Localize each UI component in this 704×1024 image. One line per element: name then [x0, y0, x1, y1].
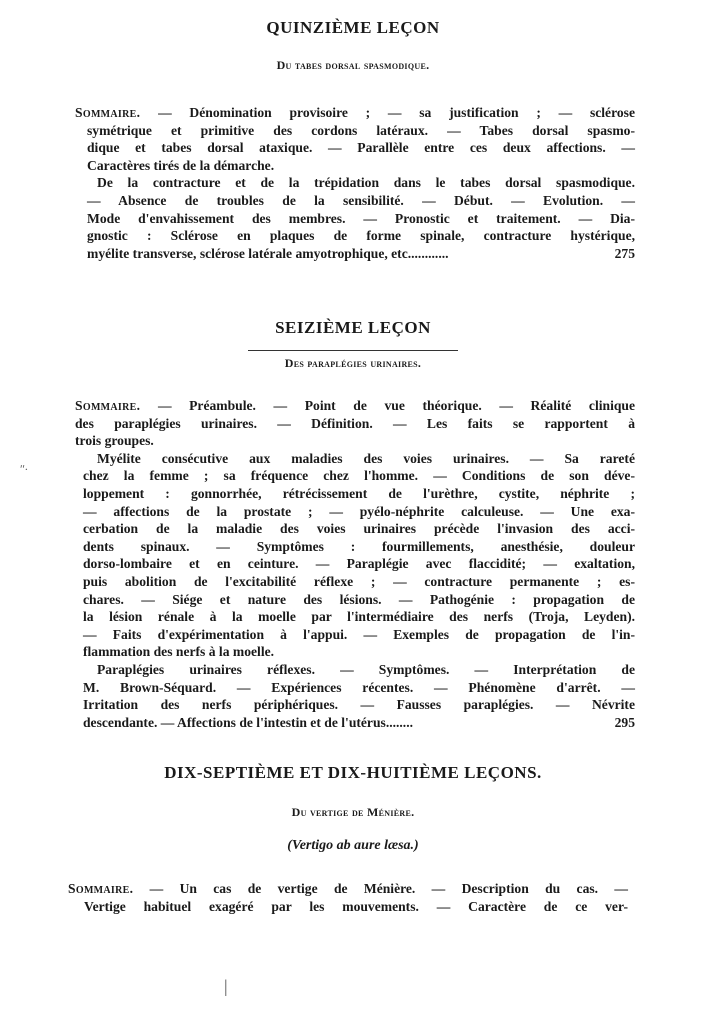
- summary-line: puis abolition de l'excitabilité réflexe ; — contracture permanente ; es-: [83, 573, 635, 589]
- summary-line: la lésion rénale à la moelle par l'intermédiaire des nerfs (Troja, Leyden).: [83, 609, 635, 625]
- summary-line: Mode d'envahissement des membres. — Pronostic et traitement. — Dia-: [87, 210, 635, 226]
- margin-mark: ʺ·: [20, 462, 29, 476]
- summary-line: Paraplégies urinaires réflexes. — Symptômes. — Interprétation de: [97, 661, 635, 677]
- summary-line: dique et tabes dorsal ataxique. — Parallèle entre ces deux affections. —: [87, 140, 635, 156]
- section-title: DIX-SEPTIÈME ET DIX-HUITIÈME LEÇONS.: [164, 763, 542, 783]
- summary-line: chez la femme ; sa fréquence chez l'homme. — Conditions de son déve-: [83, 468, 635, 484]
- summary-line: M. Brown-Séquard. — Expériences récentes. — Phénomène d'arrêt. —: [83, 679, 635, 695]
- summary-line: — Absence de troubles de la sensibilité. — Début. — Evolution. —: [87, 192, 635, 208]
- summary-line: De la contracture et de la trépidation dans le tabes dorsal spasmodique.: [97, 175, 635, 191]
- summary-label: Sommaire.: [75, 105, 141, 120]
- summary-line: Irritation des nerfs périphériques. — Fausses paraplégies. — Névrite: [83, 697, 635, 713]
- section-title: QUINZIÈME LEÇON: [266, 18, 440, 37]
- page-number: 295: [614, 714, 635, 730]
- divider: [248, 350, 458, 351]
- summary-line: flammation des nerfs à la moelle.: [83, 644, 275, 660]
- book-page: [68, 14, 635, 915]
- summary-line: — Dénomination provisoire ; — sa justification ; — sclérose: [158, 105, 635, 120]
- section-subtitle: Du vertige de Ménière.: [291, 805, 415, 820]
- summary-line: Vertige habituel exagéré par les mouvements. — Caractère de ce ver-: [84, 898, 628, 914]
- section-latin-subtitle: (Vertigo ab aure læsa.): [287, 838, 419, 854]
- summary-line: — Préambule. — Point de vue théorique. — Réalité clinique: [157, 398, 635, 413]
- summary-line: dorso-lombaire et en ceinture. — Paraplégie avec flaccidité; — exaltation,: [83, 556, 635, 572]
- summary-line: descendante. — Affections de l'intestin et de l'utérus........: [83, 714, 414, 730]
- section-seizieme: [75, 316, 635, 731]
- summary-line: symétrique et primitive des cordons latéraux. — Tabes dorsal spasmo-: [87, 122, 635, 138]
- summary-line: cerbation de la maladie des voies urinaires précède l'invasion des acci-: [83, 521, 635, 537]
- summary-line: — affections de la prostate ; — pyélo-néphrite calculeuse. — Une exa-: [83, 503, 635, 519]
- section-subtitle: Des paraplégies urinaires.: [284, 356, 422, 370]
- page-number: 275: [614, 245, 635, 261]
- summary-block: [75, 104, 635, 262]
- summary-line: Caractères tirés de la démarche.: [87, 157, 275, 173]
- section-subtitle: Du tabes dorsal spasmodique.: [276, 58, 430, 72]
- summary-line: — Un cas de vertige de Ménière. — Description du cas. —: [149, 881, 628, 897]
- summary-label: Sommaire.: [68, 881, 134, 897]
- summary-line: loppement : gonnorrhée, rétrécissement de l'urèthre, cystite, néphrite ;: [83, 485, 635, 501]
- summary-line: gnostic : Sclérose en plaques de forme spinale, contracture hystérique,: [87, 228, 635, 244]
- section-dix-septieme: [68, 761, 628, 915]
- summary-block: [68, 880, 628, 915]
- summary-label: Sommaire.: [75, 398, 141, 413]
- summary-line: des paraplégies urinaires. — Définition. — Les faits se rapportent à: [75, 415, 635, 431]
- summary-line: trois groupes.: [75, 433, 154, 449]
- summary-block: [75, 397, 635, 731]
- summary-line: — Faits d'expérimentation à l'appui. — Exemples de propagation de l'in-: [83, 626, 635, 642]
- section-quinzieme: [75, 16, 635, 278]
- section-title: SEIZIÈME LEÇON: [275, 318, 431, 337]
- summary-line: chares. — Siége et nature des lésions. — Pathogénie : propagation de: [83, 591, 635, 607]
- summary-line: dents spinaux. — Symptômes : fourmillements, anesthésie, douleur: [83, 538, 635, 554]
- summary-line: myélite transverse, sclérose latérale amyotrophique, etc............: [87, 245, 449, 261]
- summary-line: Myélite consécutive aux maladies des voies urinaires. — Sa rareté: [97, 450, 635, 466]
- margin-mark: |: [224, 976, 228, 996]
